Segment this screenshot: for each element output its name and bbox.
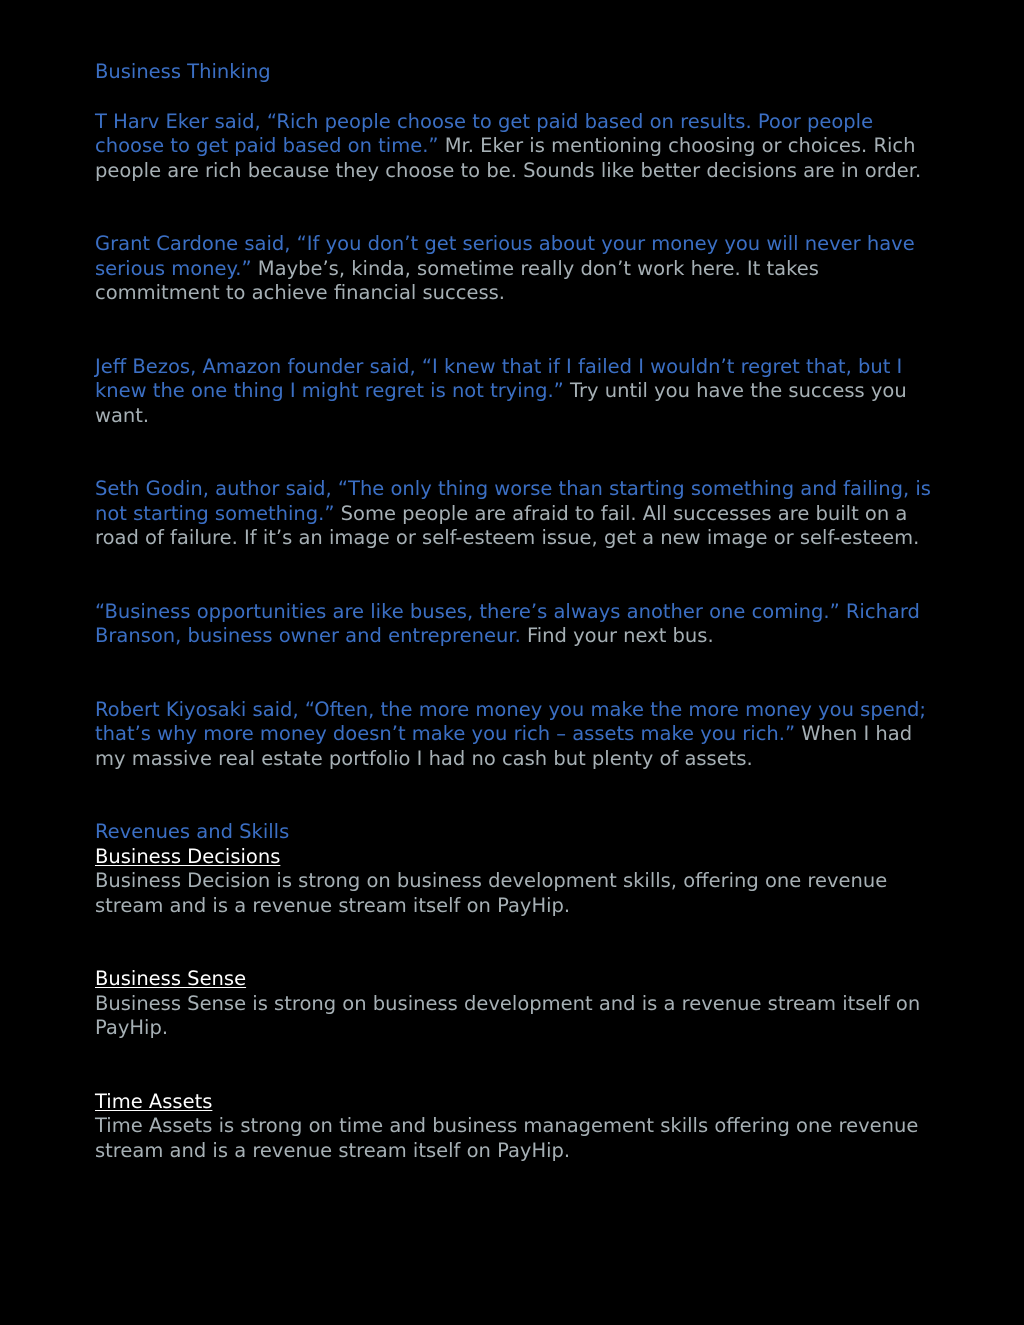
quote-paragraph: [95, 110, 935, 184]
quote-text: Robert Kiyosaki said, “Often, the more money you make the more money you spend; that’s why more money doesn’t make you rich – assets make you rich.”: [95, 697, 927, 745]
document-title: Business Thinking: [95, 60, 271, 83]
product-description: Business Sense is strong on business development and is a revenue stream itself on PayHip.: [95, 991, 921, 1039]
quote-text: “Business opportunities are like buses, there’s always another one coming.” Richard Branson, business owner and entrepreneur.: [95, 599, 920, 647]
product-link-time-assets[interactable]: Time Assets: [95, 1089, 213, 1113]
quote-paragraph: [95, 600, 935, 649]
quote-comment: Mr. Eker is mentioning choosing or choices. Rich people are rich because they choose to be. Sounds like better decisions are in order.: [95, 134, 922, 182]
quote-comment: Some people are afraid to fail. All successes are built on a road of failure. If it’s an image or self-esteem issue, get a new image or self-esteem.: [95, 501, 920, 549]
quote-paragraph: [95, 355, 935, 429]
quote-text: T Harv Eker said, “Rich people choose to get paid based on results. Poor people choose to get paid based on time.”: [95, 109, 874, 157]
section-title: Revenues and Skills: [95, 820, 290, 843]
product-description: Time Assets is strong on time and business management skills offering one revenue stream and is a revenue stream itself on PayHip.: [95, 1114, 919, 1162]
quote-text: Grant Cardone said, “If you don’t get serious about your money you will never have serious money.”: [95, 232, 915, 280]
quote-comment: Maybe’s, kinda, sometime really don’t work here. It takes commitment to achieve financial success.: [95, 256, 819, 304]
quote-text: Seth Godin, author said, “The only thing worse than starting something and failing, is not starting something.”: [95, 477, 931, 525]
quote-comment: Try until you have the success you want.: [95, 379, 907, 427]
quote-paragraph: [95, 698, 935, 772]
quote-paragraph: [95, 477, 935, 551]
product-link-business-sense[interactable]: Business Sense: [95, 967, 247, 990]
product-description: Business Decision is strong on business development skills, offering one revenue stream and is a revenue stream itself on PayHip.: [95, 869, 888, 917]
quote-comment: When I had my massive real estate portfolio I had no cash but plenty of assets.: [95, 722, 913, 770]
product-link-business-decisions[interactable]: Business Decisions: [95, 844, 281, 868]
quote-text: Jeff Bezos, Amazon founder said, “I knew that if I failed I wouldn’t regret that, but I knew the one thing I might regret is not trying.”: [95, 354, 903, 402]
document-page: [95, 60, 935, 1163]
quote-comment: Find your next bus.: [520, 624, 714, 647]
quote-paragraph: [95, 232, 935, 306]
